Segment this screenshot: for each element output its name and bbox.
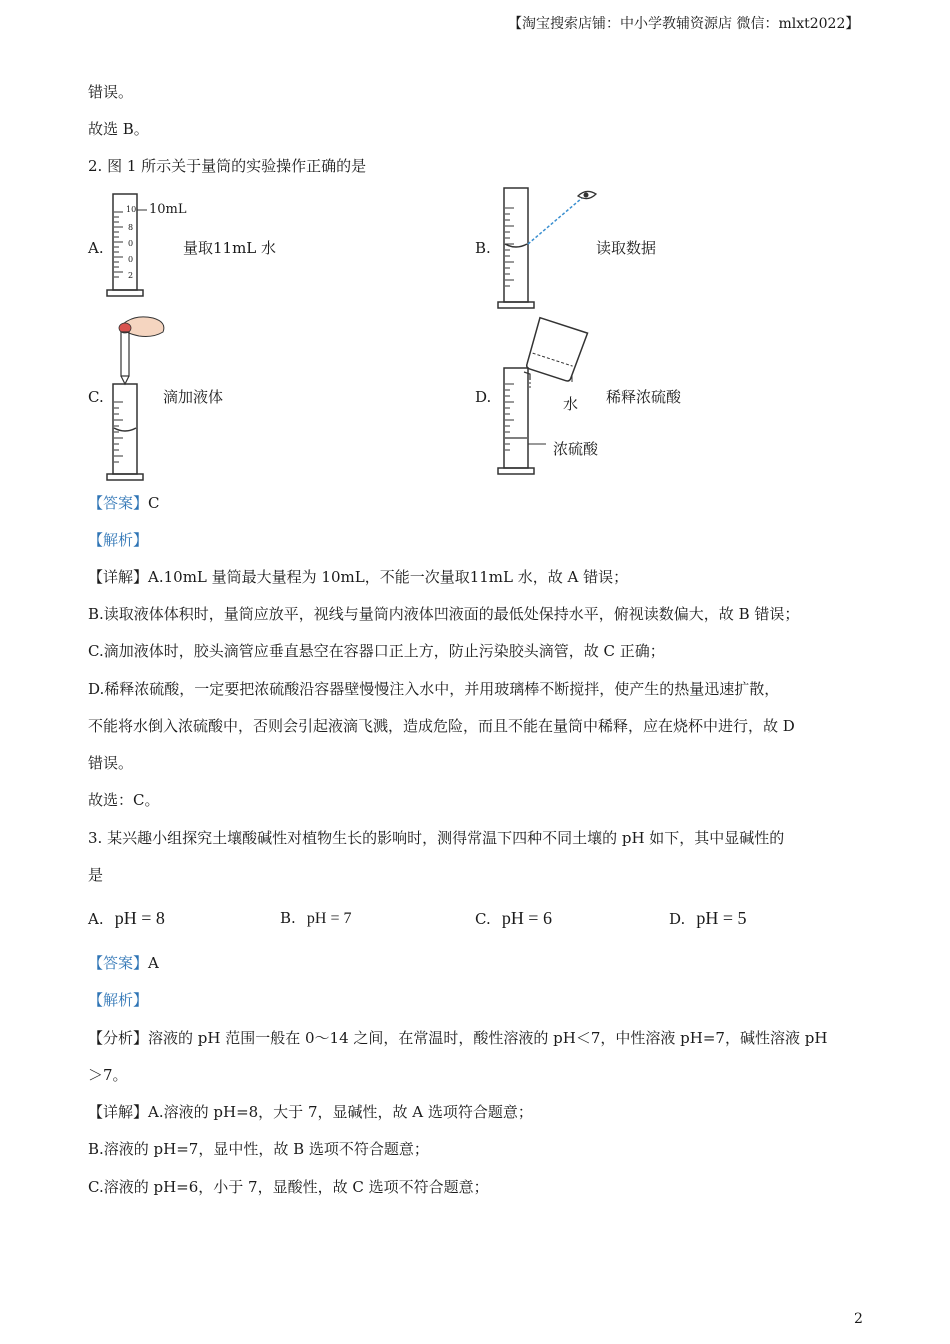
q2-option-b-letter: B.: [475, 239, 491, 257]
q2-detail-c: C.滴加液体时，胶头滴管应垂直悬空在容器口正上方，防止污染胶头滴管，故 C 正确；: [88, 642, 665, 660]
q3-detail-a-text: A.溶液的 pH=8，大于 7，显碱性，故 A 选项符合题意；: [148, 1103, 533, 1121]
q3-stem-line1: 3. 某兴趣小组探究土壤酸碱性对植物生长的影响时，测得常温下四种不同土壤的 pH 如下，其中显碱性的: [88, 829, 785, 847]
prev-line-1: 错误。: [88, 83, 134, 101]
q2-analysis-tag: 【解析】: [88, 531, 149, 549]
q3-stem-line2: 是: [88, 866, 104, 884]
cylinder-a-label: 10mL: [149, 202, 187, 217]
q2-option-c-caption: 滴加液体: [163, 388, 224, 406]
q2-option-a-letter: A.: [88, 239, 104, 257]
q2-answer: [88, 493, 160, 513]
q2-option-c-letter: C.: [88, 388, 104, 406]
q3-detail-tag: 【详解】: [88, 1103, 149, 1121]
page-header: 【淘宝搜索店铺：中小学教辅资源店 微信：mlxt2022】: [508, 16, 860, 32]
q3-analysis-line2: ＞7。: [88, 1066, 128, 1084]
q2-detail-a-text: A.10mL 量筒最大量程为 10mL，不能一次量取11mL 水，故 A 错误；: [148, 568, 629, 586]
q3-detail-c: C.溶液的 pH=6，小于 7，显酸性，故 C 选项不符合题意；: [88, 1178, 489, 1196]
q2-detail-d-line1: D.稀释浓硫酸，一定要把浓硫酸沿容器壁慢慢注入水中，并用玻璃棒不断搅拌，使产生的热量迅速扩散，: [88, 680, 780, 698]
cylinder-a-scale-6: 0: [128, 239, 134, 248]
q3-option-c-letter: C.: [475, 910, 491, 928]
q2-conclusion: 故选：C。: [88, 791, 160, 809]
q2-option-d-letter: D.: [475, 388, 492, 406]
q3-option-d: [669, 908, 747, 929]
q3-option-b-value: pH = 7: [306, 910, 352, 927]
prev-line-2: 故选 B。: [88, 120, 149, 138]
q2-stem: 2. 图 1 所示关于量筒的实验操作正确的是: [88, 157, 367, 175]
q3-option-d-value: pH = 5: [696, 908, 747, 928]
q3-answer-value: A: [148, 954, 159, 972]
cylinder-a-scale-10: 10: [126, 205, 137, 214]
q3-detail-a: [88, 1102, 533, 1122]
q3-option-c-value: pH = 6: [501, 908, 552, 928]
q3-analysis-sub-tag: 【分析】: [88, 1029, 149, 1047]
q3-detail-b: B.溶液的 pH=7，显中性，故 B 选项不符合题意；: [88, 1140, 429, 1158]
cylinder-a-scale-4: 0: [128, 255, 134, 264]
q3-answer: [88, 953, 159, 973]
q3-option-a-value: pH = 8: [114, 908, 165, 928]
q3-option-b-letter: B.: [280, 909, 296, 927]
q2-option-d-acid-label: 浓硫酸: [553, 440, 599, 458]
q2-option-d-caption: 稀释浓硫酸: [606, 388, 682, 406]
q2-detail-d-line2: 不能将水倒入浓硫酸中，否则会引起液滴飞溅，造成危险，而且不能在量筒中稀释，应在烧杯中进行，故 D: [88, 717, 795, 735]
q2-option-b-caption: 读取数据: [596, 239, 657, 257]
q2-detail-tag: 【详解】: [88, 568, 149, 586]
q2-option-d-water-label: 水: [563, 395, 579, 413]
cylinder-a-scale-8: 8: [128, 223, 134, 232]
q3-option-c: [475, 908, 552, 929]
q3-option-a-letter: A.: [88, 910, 104, 928]
q2-answer-tag: 【答案】: [88, 494, 149, 512]
q3-option-b: [280, 908, 351, 928]
q3-option-a: [88, 908, 165, 929]
q3-option-d-letter: D.: [669, 910, 686, 928]
q2-detail-a: [88, 567, 628, 587]
cylinder-a-scale-2: 2: [128, 271, 134, 280]
q3-analysis-line1-text: 溶液的 pH 范围一般在 0～14 之间，在常温时，酸性溶液的 pH＜7，中性溶液 pH=7，碱性溶液 pH: [148, 1029, 828, 1047]
q3-answer-tag: 【答案】: [88, 954, 149, 972]
cylinder-b-figure: [496, 186, 606, 310]
q3-analysis-tag: 【解析】: [88, 991, 149, 1009]
q3-analysis-line1: [88, 1028, 827, 1048]
q2-answer-value: C: [148, 494, 160, 512]
q2-detail-d-line3: 错误。: [88, 754, 134, 772]
page-number: 2: [854, 1311, 863, 1327]
q2-option-a-caption: 量取11mL 水: [183, 239, 277, 257]
q2-detail-b: B.读取液体体积时，量筒应放平，视线与量筒内液体凹液面的最低处保持水平，俯视读数偏大，故 B 错误；: [88, 605, 800, 623]
